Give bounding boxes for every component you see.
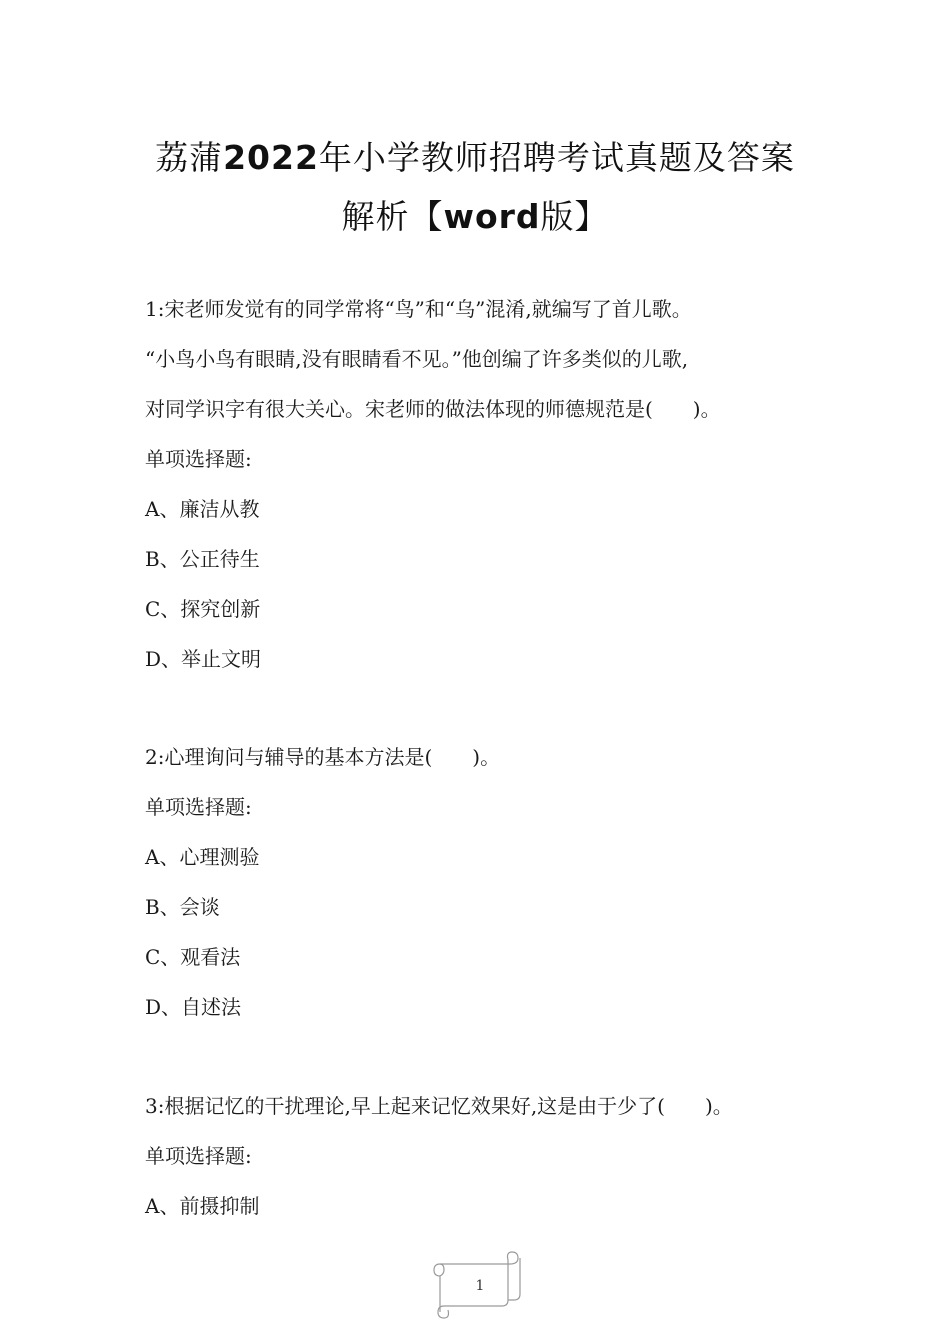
page-number-badge — [430, 1250, 522, 1320]
question-1-stem-line-1: 1:宋老师发觉有的同学常将“鸟”和“乌”混淆,就编写了首儿歌。 — [145, 297, 692, 321]
title-suffix: 年小学教师招聘考试真题及答案 — [318, 138, 795, 177]
question-1-option-c: C、探究创新 — [145, 597, 261, 621]
title-prefix: 荔蒲 — [155, 138, 224, 177]
title-line2-suffix: 版】 — [540, 197, 609, 236]
page-number: 1 — [475, 1278, 485, 1294]
title-year: 2022 — [223, 138, 319, 177]
question-2-option-c: C、观看法 — [145, 945, 241, 969]
question-1-option-d: D、举止文明 — [145, 647, 262, 671]
question-3-stem-line-1: 3:根据记忆的干扰理论,早上起来记忆效果好,这是由于少了( )。 — [145, 1094, 733, 1118]
question-3-type: 单项选择题: — [145, 1144, 252, 1168]
document-title-line-2 — [0, 197, 950, 237]
question-2-option-a: A、心理测验 — [145, 845, 260, 869]
question-1-option-a: A、廉洁从教 — [145, 497, 260, 521]
title-line2-prefix: 解析【 — [341, 197, 444, 236]
question-1-option-b: B、公正待生 — [145, 547, 260, 571]
document-title-line-1 — [0, 138, 950, 178]
title-word: word — [443, 197, 541, 236]
question-1-type: 单项选择题: — [145, 447, 252, 471]
question-2-stem-line-1: 2:心理询问与辅导的基本方法是( )。 — [145, 745, 501, 769]
question-2-option-b: B、会谈 — [145, 895, 220, 919]
question-2-type: 单项选择题: — [145, 795, 252, 819]
question-1-stem-line-3: 对同学识字有很大关心。宋老师的做法体现的师德规范是( )。 — [145, 397, 721, 421]
question-1-stem-line-2: “小鸟小鸟有眼睛,没有眼睛看不见。”他创编了许多类似的儿歌, — [145, 347, 689, 371]
question-3-option-a: A、前摄抑制 — [145, 1194, 260, 1218]
question-2-option-d: D、自述法 — [145, 995, 242, 1019]
